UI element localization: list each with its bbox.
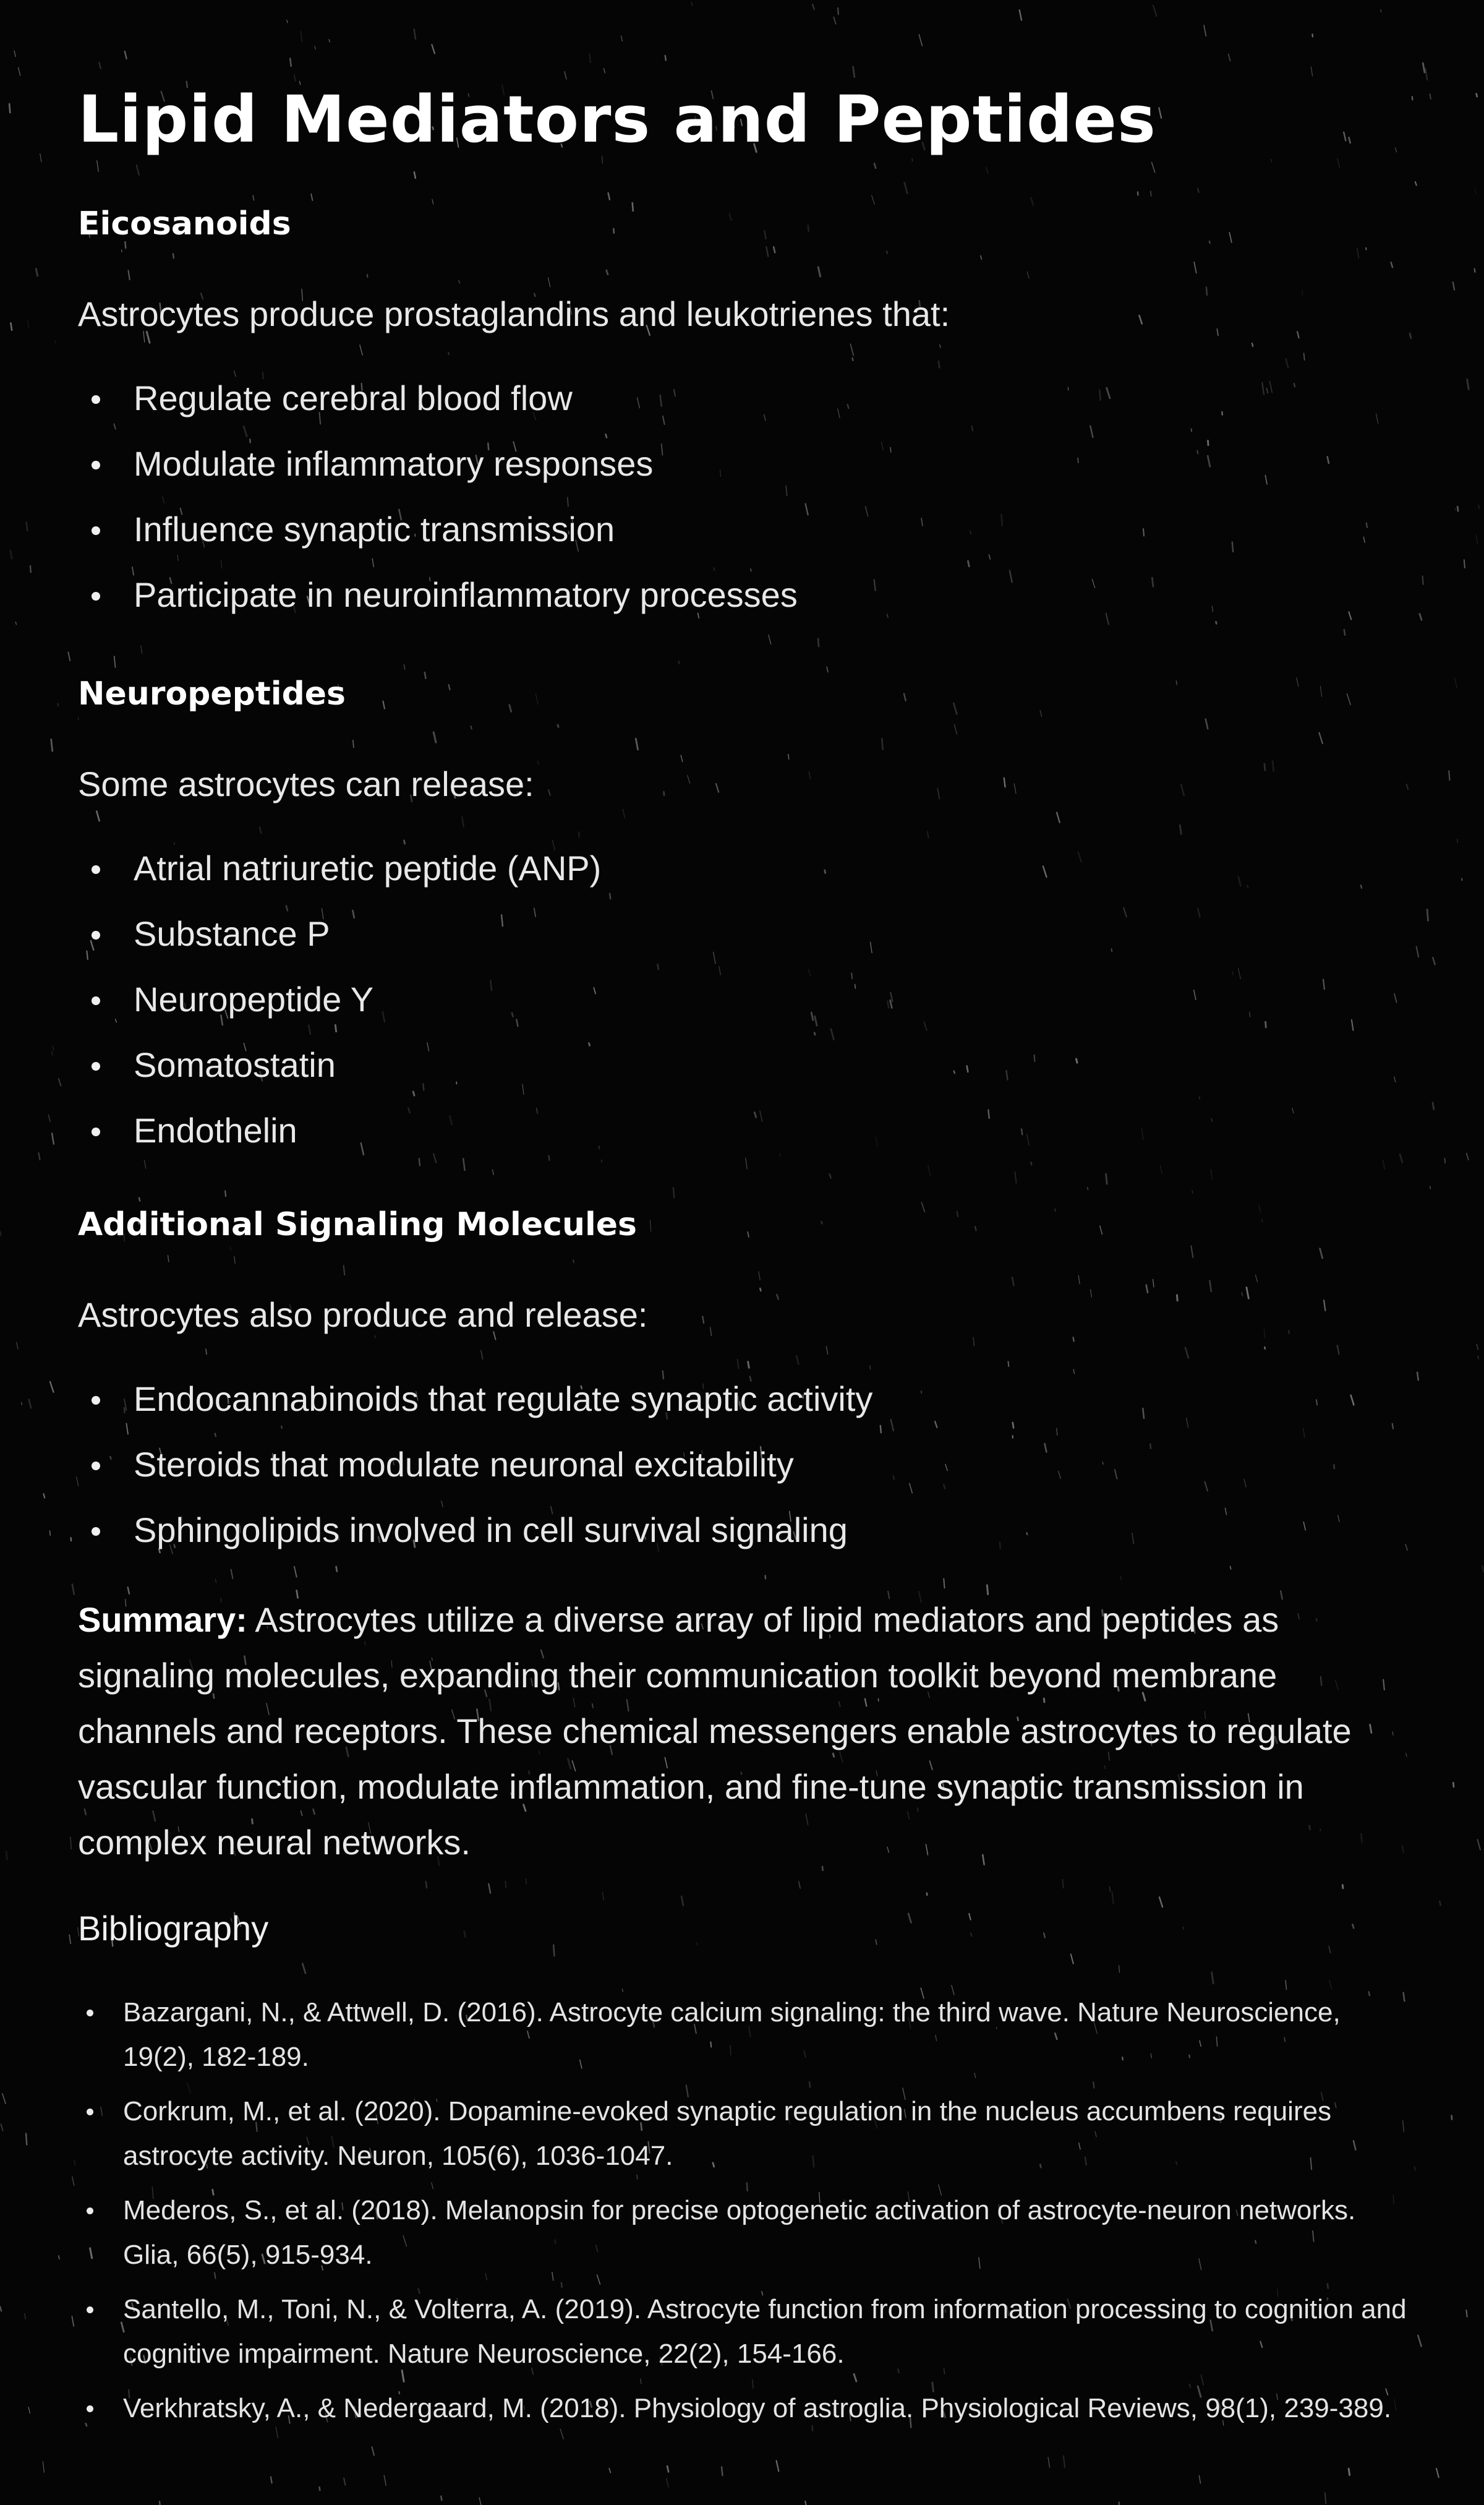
bibliography-entry: Corkrum, M., et al. (2020). Dopamine-evoked synaptic regulation in the nucleus accumbens requires astrocyte activity. Neuron, 105(6), 1036-1047. [78, 2089, 1414, 2178]
section-additional-signaling [78, 1200, 1414, 1571]
background-speck [72, 1585, 74, 1595]
background-speck [691, 2, 693, 6]
background-speck [665, 56, 666, 61]
bibliography-heading: Bibliography [78, 1909, 269, 1948]
summary-paragraph [78, 1592, 1414, 1870]
background-speck [874, 163, 876, 168]
list-item: Atrial natriuretic peptide (ANP) [78, 844, 1414, 893]
background-speck [1457, 507, 1458, 511]
background-speck [384, 2475, 386, 2485]
background-speck [1229, 54, 1230, 61]
background-speck [44, 1494, 45, 1498]
background-speck [11, 550, 12, 559]
background-speck [505, 1881, 506, 1888]
background-speck [125, 51, 127, 59]
bibliography-list [78, 1990, 1414, 2441]
background-speck [48, 1115, 50, 1122]
summary-label: Summary: [78, 1600, 247, 1639]
list-item: Influence synaptic transmission [78, 505, 1414, 554]
background-speck [1433, 957, 1435, 964]
background-speck [526, 1879, 527, 1884]
bibliography-entry: Verkhratsky, A., & Nedergaard, M. (2018). Physiology of astroglia. Physiological Reviews, 98(1), 239-389. [78, 2386, 1414, 2431]
background-speck [51, 740, 53, 751]
background-speck [1329, 1980, 1332, 1989]
background-speck [59, 1079, 61, 1086]
background-speck [1430, 1186, 1431, 1189]
background-speck [160, 2501, 161, 2505]
background-speck [769, 635, 771, 644]
background-speck [908, 1914, 911, 1923]
background-speck [72, 2316, 74, 2326]
background-speck [1192, 1191, 1193, 1193]
background-speck [853, 67, 855, 77]
background-speck [1311, 67, 1312, 76]
background-speck [137, 165, 139, 175]
background-speck [1396, 148, 1397, 152]
background-speck [215, 1579, 216, 1583]
background-speck [1436, 2469, 1439, 2477]
background-speck [1071, 1955, 1073, 1964]
background-speck [667, 2478, 668, 2487]
background-speck [14, 51, 15, 57]
list-item: Neuropeptide Y [78, 975, 1414, 1024]
background-speck [1420, 614, 1422, 620]
background-speck [1110, 1887, 1111, 1891]
bibliography-entry: Bazargani, N., & Attwell, D. (2016). Astrocyte calcium signaling: the third wave. Nature Neuroscience, 19(2), 182-189. [78, 1990, 1414, 2079]
background-speck [812, 4, 814, 9]
background-speck [1476, 535, 1478, 544]
background-speck [1342, 1885, 1343, 1888]
section-intro: Astrocytes also produce and release: [78, 1295, 648, 1334]
background-speck [414, 29, 416, 39]
background-speck [919, 35, 922, 46]
background-speck [302, 1964, 305, 1973]
background-speck [11, 323, 12, 330]
background-speck [805, 2501, 807, 2505]
background-speck [1064, 2456, 1065, 2468]
background-speck [679, 661, 680, 664]
background-speck [99, 62, 101, 69]
background-speck [1455, 678, 1457, 688]
background-speck [553, 1945, 554, 1956]
background-speck [464, 1932, 466, 1937]
background-speck [1198, 189, 1199, 192]
background-speck [1325, 2493, 1326, 2504]
background-speck [372, 2447, 375, 2456]
background-speck [667, 2466, 668, 2472]
background-speck [426, 1882, 427, 1888]
background-speck [969, 1914, 971, 1920]
background-speck [52, 1051, 53, 1055]
background-speck [1477, 1345, 1478, 1350]
background-speck [1349, 137, 1350, 143]
background-speck [414, 172, 416, 178]
background-speck [1418, 2336, 1421, 2347]
background-speck [1204, 25, 1206, 36]
background-speck [1464, 560, 1465, 568]
list-item: Substance P [78, 909, 1414, 959]
bibliography-entry: Santello, M., Toni, N., & Volterra, A. (2019). Astrocyte function from information processing to cognition and cognitive impairment. Nature Neuroscience, 22(2), 154-166. [78, 2287, 1414, 2376]
background-speck [29, 1400, 32, 1408]
background-speck [1199, 2475, 1200, 2483]
background-speck [0, 2306, 1, 2311]
background-speck [604, 69, 605, 73]
background-speck [329, 40, 330, 42]
background-speck [621, 36, 623, 41]
background-speck [905, 183, 908, 194]
background-speck [70, 1837, 71, 1849]
background-speck [1, 2124, 3, 2131]
background-speck [1020, 10, 1021, 20]
background-speck [225, 1191, 226, 1196]
background-speck [1412, 96, 1413, 100]
background-speck [50, 1531, 51, 1535]
section-heading: Neuropeptides [78, 675, 346, 713]
background-speck [1337, 158, 1340, 168]
background-speck [830, 1174, 831, 1178]
background-speck [1415, 2167, 1416, 2170]
background-speck [1048, 2457, 1050, 2467]
background-speck [1427, 910, 1428, 921]
list-item: Sphingolipids involved in cell survival signaling [78, 1505, 1414, 1555]
background-speck [1312, 34, 1313, 36]
background-speck [30, 566, 31, 572]
section-neuropeptides [78, 669, 1414, 1171]
background-speck [1120, 1576, 1121, 1580]
background-speck [1467, 380, 1469, 390]
background-speck [1062, 1880, 1063, 1888]
list-item: Somatostatin [78, 1040, 1414, 1090]
bullet-list [78, 1374, 1414, 1555]
background-speck [1466, 2310, 1467, 2317]
background-speck [28, 2407, 30, 2413]
background-speck [1415, 182, 1417, 186]
section-heading: Additional Signaling Molecules [78, 1206, 638, 1243]
background-speck [344, 2478, 345, 2485]
list-item: Modulate inflammatory responses [78, 439, 1414, 489]
background-speck [1015, 1172, 1016, 1183]
section-heading: Eicosanoids [78, 205, 291, 242]
background-speck [681, 1896, 683, 1906]
background-speck [1423, 63, 1425, 72]
background-speck [1153, 6, 1157, 17]
bullet-list [78, 844, 1414, 1155]
background-speck [6, 1851, 7, 1859]
background-speck [1430, 94, 1431, 99]
background-speck [1453, 282, 1454, 290]
background-speck [876, 1940, 877, 1945]
background-speck [26, 2134, 27, 2145]
background-speck [271, 2477, 272, 2483]
list-item: Endothelin [78, 1106, 1414, 1155]
background-speck [565, 72, 566, 79]
background-speck [50, 1382, 54, 1392]
background-speck [404, 665, 405, 669]
background-speck [1044, 1933, 1045, 1938]
background-speck [1152, 162, 1155, 172]
background-speck [2, 2094, 6, 2104]
background-speck [1417, 1372, 1418, 1380]
background-speck [36, 269, 37, 276]
background-speck [1478, 505, 1479, 508]
background-speck [43, 2462, 44, 2472]
background-speck [1477, 1839, 1480, 1850]
background-speck [114, 656, 116, 667]
background-speck [1119, 1966, 1120, 1972]
background-speck [799, 1882, 801, 1888]
background-speck [1353, 1925, 1354, 1929]
background-speck [590, 54, 591, 62]
background-speck [1433, 1103, 1434, 1110]
background-speck [1482, 1566, 1484, 1572]
background-speck [53, 1046, 54, 1050]
list-item: Participate in neuroinflammatory processes [78, 570, 1414, 620]
background-speck [55, 341, 56, 343]
background-speck [1417, 947, 1418, 957]
background-speck [1453, 1783, 1454, 1787]
background-speck [777, 2460, 779, 2471]
background-speck [1119, 2503, 1120, 2505]
background-speck [1159, 108, 1161, 118]
background-speck [673, 1188, 674, 1198]
background-speck [40, 153, 41, 161]
background-speck [9, 104, 10, 113]
page-title: Lipid Mediators and Peptides [78, 82, 1156, 157]
background-speck [68, 652, 70, 661]
background-speck [72, 2177, 74, 2186]
list-item: Endocannabinoids that regulate synaptic activity [78, 1374, 1414, 1424]
list-item: Regulate cerebral blood flow [78, 374, 1414, 423]
background-speck [1212, 1972, 1214, 1984]
background-speck [834, 17, 835, 24]
background-speck [71, 1538, 72, 1541]
background-speck [609, 2469, 610, 2473]
background-speck [1344, 132, 1345, 141]
background-speck [432, 45, 435, 53]
background-speck [1455, 508, 1456, 510]
background-speck [818, 639, 819, 646]
section-eicosanoids [78, 199, 1414, 636]
background-speck [986, 168, 988, 174]
background-speck [141, 646, 142, 653]
bullet-list [78, 374, 1414, 620]
background-speck [287, 20, 288, 23]
background-speck [1467, 1154, 1469, 1160]
background-speck [1106, 1174, 1107, 1184]
section-intro: Astrocytes produce prostaglandins and leukotrienes that: [78, 294, 950, 333]
background-speck [1444, 1158, 1445, 1163]
summary-text: Astrocytes utilize a diverse array of lipid mediators and peptides as signaling molecules, expanding their communication toolkit beyond membrane channels and receptors. These chemical messengers enable astrocytes to regulate vascular function, modulate inflammation, and fine-tune synaptic transmission in complex neural networks. [78, 1600, 1352, 1862]
background-speck [39, 1153, 40, 1160]
background-speck [1112, 1892, 1114, 1904]
background-speck [17, 1342, 18, 1349]
background-speck [290, 59, 291, 66]
background-speck [1329, 1946, 1330, 1953]
background-speck [97, 161, 98, 172]
background-speck [69, 1935, 70, 1943]
background-speck [15, 622, 16, 625]
background-speck [27, 523, 28, 531]
background-speck [1439, 1901, 1440, 1906]
background-speck [52, 1133, 54, 1144]
background-speck [301, 32, 302, 41]
section-intro: Some astrocytes can release: [78, 764, 534, 803]
background-speck [602, 1892, 603, 1900]
list-item: Steroids that modulate neuronal excitability [78, 1440, 1414, 1489]
background-speck [1475, 189, 1476, 194]
background-speck [488, 1884, 490, 1893]
background-speck [19, 68, 20, 75]
background-speck [1425, 68, 1427, 80]
background-speck [28, 320, 29, 328]
background-speck [74, 2160, 75, 2165]
background-speck [479, 2498, 481, 2505]
bibliography-entry: Mederos, S., et al. (2018). Melanopsin for precise optogenetic activation of astrocyte-neuron networks. Glia, 66(5), 915-934. [78, 2188, 1414, 2277]
background-speck [1159, 1897, 1162, 1907]
